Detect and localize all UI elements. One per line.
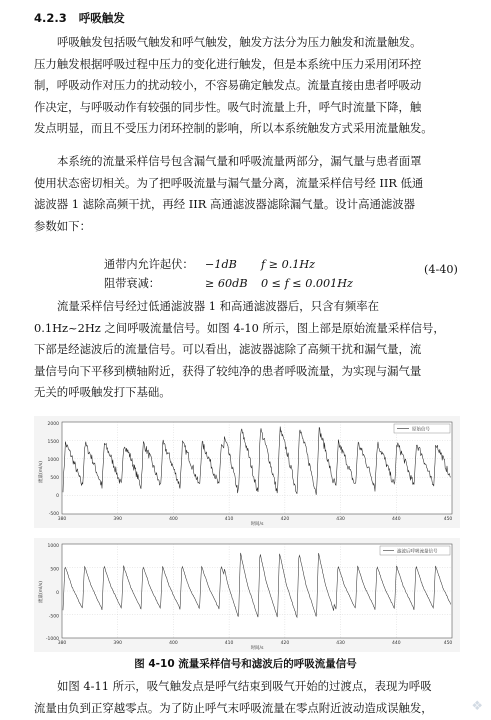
text-line: 如图 4-11 所示，吸气触发点是呼气结束到吸气开始的过渡点，表现为呼吸 — [57, 679, 432, 693]
bottom-xtick: 400 — [169, 641, 178, 646]
text-line: 流量由负到正穿越零点。为了防止呼气末呼吸流量在零点附近波动造成误触发， — [34, 700, 433, 715]
text-line: 压力触发根据呼吸过程中压力的变化进行触发，但是本系统中压力采用闭环控 — [34, 56, 422, 71]
section-title: 呼吸触发 — [78, 11, 125, 25]
bottom-ytick: 0 — [56, 591, 59, 596]
figure-caption: 图 4-10 流量采样信号和滤波后的呼吸流量信号 — [134, 658, 357, 670]
bottom-ytick: -500 — [48, 614, 59, 620]
figure-4-10 — [34, 416, 460, 652]
paragraph-figure-description — [34, 296, 459, 404]
text-line: 量信号向下平移到横轴附近，获得了较纯净的患者呼吸流量，为实现与漏气量 — [34, 363, 422, 378]
bottom-ytick: -1000 — [45, 637, 59, 642]
figure-svg — [34, 416, 460, 652]
top-xtick: 440 — [392, 517, 401, 522]
formula-row-stopband — [104, 274, 353, 293]
formula-condition: 0 ≤ f ≤ 0.001Hz — [261, 277, 353, 290]
paragraph-trigger-intro — [34, 32, 459, 140]
top-plot-area — [62, 422, 452, 514]
top-ytick: 2000 — [47, 422, 59, 427]
top-xtick: 390 — [113, 517, 122, 522]
top-ytick: 0 — [56, 494, 59, 499]
bottom-xtick: 420 — [280, 641, 290, 646]
text-line: 呼吸触发包括吸气触发和呼气触发，触发方法分为压力触发和流量触发。 — [57, 35, 422, 49]
bottom-xtick: 430 — [336, 641, 345, 646]
formula-condition: f ≥ 0.1Hz — [261, 258, 316, 271]
text-line: 发点明显，而且不受压力闭环控制的影响，所以本系统触发方式采用流量触发。 — [34, 121, 433, 135]
formula-label: 阻带衰减： — [104, 277, 160, 290]
text-line: 无关的呼吸触发打下基础。 — [34, 385, 171, 399]
filter-spec-formula — [104, 255, 353, 293]
top-xlabel: 时间/s — [250, 522, 264, 527]
top-xtick: 450 — [443, 517, 453, 522]
bottom-xlabel: 时间/s — [250, 646, 264, 651]
bottom-ytick: 1000 — [47, 544, 59, 549]
equation-number: (4-40) — [424, 263, 458, 276]
top-xtick: 430 — [336, 517, 345, 522]
formula-label: 通带内允许起伏： — [104, 258, 194, 271]
bottom-xtick: 410 — [224, 641, 234, 646]
bottom-xtick: 390 — [113, 641, 122, 646]
formula-value: −1dB — [205, 258, 237, 271]
bottom-xtick: 450 — [443, 641, 453, 646]
formula-value: ≥ 60dB — [205, 277, 248, 290]
watermark-logo: ❖ — [471, 699, 483, 714]
paragraph-filter-design — [34, 151, 459, 237]
top-ytick: 500 — [50, 476, 59, 481]
bottom-legend-label: 滤波后呼吸流量信号 — [397, 549, 438, 555]
text-line: 制，呼吸动作对压力的扰动较小，不容易确定触发点。流量直接由患者呼吸动 — [34, 78, 422, 92]
text-line: 下部是经滤波后的流量信号。可以看出，滤波器滤除了高频干扰和漏气量，流 — [34, 342, 422, 356]
top-xtick: 410 — [224, 517, 234, 522]
top-xtick: 400 — [169, 517, 178, 522]
section-number: 4.2.3 — [34, 11, 67, 25]
paragraph-trigger-point — [34, 676, 459, 719]
bottom-xtick: 440 — [392, 641, 401, 646]
text-line: 滤波器 1 滤除高频干扰，再经 IIR 高通滤波器滤除漏气量。设计高通滤波器 — [34, 197, 416, 211]
top-xtick: 380 — [57, 517, 67, 522]
formula-row-passband — [104, 255, 353, 274]
top-ytick: -500 — [48, 512, 59, 517]
text-line: 流量采样信号经过低通滤波器 1 和高通滤波器后，只含有频率在 — [57, 299, 380, 313]
text-line: 使用状态密切相关。为了把呼吸流量与漏气量分离，流量采样信号经 IIR 低通 — [34, 175, 424, 190]
top-legend-label: 原始信号 — [412, 427, 430, 433]
text-line: 参数如下： — [34, 218, 91, 233]
top-ytick: 1000 — [47, 458, 59, 463]
text-line: 0.1Hz~2Hz 之间呼吸流量信号。如图 4-10 所示，图上部是原始流量采样信号， — [34, 320, 445, 335]
section-heading — [34, 10, 125, 26]
top-ylabel: 流量(ml/s) — [39, 460, 44, 484]
text-line: 作决定，与呼吸动作有较强的同步性。吸气时流量上升，呼气时流量下降，触 — [34, 99, 422, 114]
bottom-xtick: 380 — [57, 641, 67, 646]
top-xtick: 420 — [280, 517, 290, 522]
bottom-ytick: 500 — [50, 567, 59, 573]
bottom-ylabel: 流量(ml/s) — [39, 580, 44, 604]
top-ytick: 1500 — [47, 440, 59, 445]
text-line: 本系统的流量采样信号包含漏气量和呼吸流量两部分，漏气量与患者面罩 — [57, 154, 422, 168]
